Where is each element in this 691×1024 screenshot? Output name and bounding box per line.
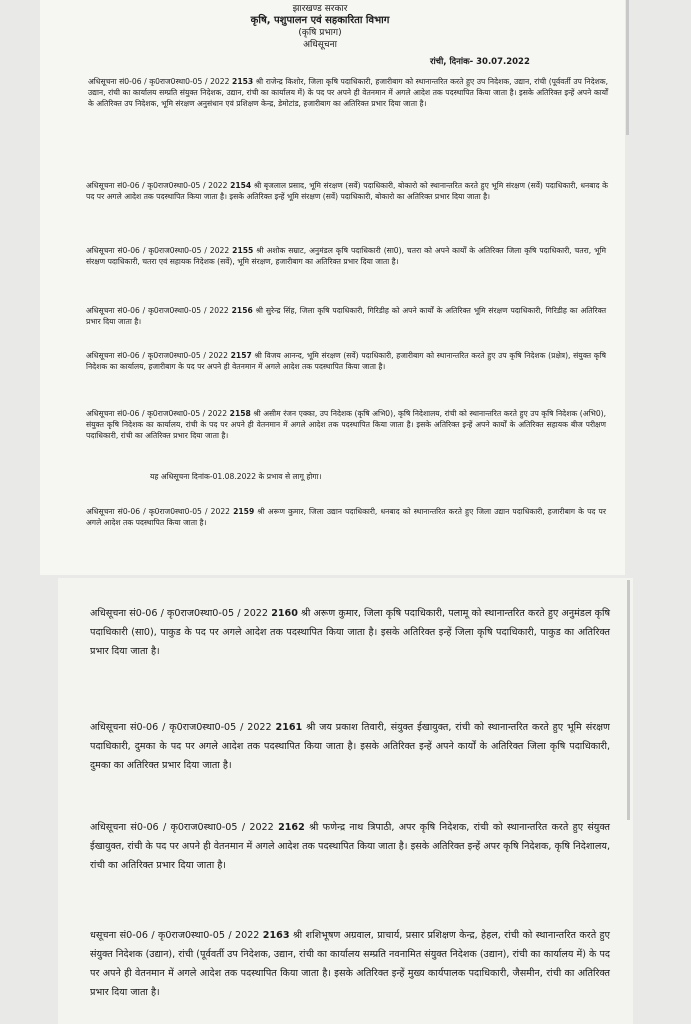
effective-date-note: यह अधिसूचना दिनांक-01.08.2022 के प्रभाव से लागू होगा। xyxy=(150,472,322,481)
notification-2157 xyxy=(86,350,606,372)
notification-prefix: अधिसूचना सं0-06 / कृ0राज0स्था0-05 / 2022 xyxy=(88,77,230,86)
notification-prefix: अधिसूचना सं0-06 / कृ0राज0स्था0-05 / 2022 xyxy=(90,722,272,733)
notification-text: श्री असीम रंजन एक्का, उप निदेशक (कृषि अभि0), कृषि निदेशालय, रांची को स्थानान्तरित करते हुए उप कृषि निदेशक (अभि0), संयुक्त कृषि निदेशक का कार्यालय, रांची के पद पर अपने ही वेतनमान में अगले आदेश तक पदस्थापित किया जाता है। इसके अतिरिक्त इन्हें अपने कार्यों के अतिरिक्त सहायक बीज परीक्षण पदाधिकारी, रांची का अतिरिक्त प्रभार दिया जाता है। xyxy=(86,409,607,441)
notification-number: 2161 xyxy=(275,722,303,733)
notification-text: श्री जय प्रकाश तिवारी, संयुक्त ईखायुक्त, रांची को स्थानान्तरित करते हुए भूमि संरक्षण पदाधिकारी, दुमका के पद पर अगले आदेश तक पदस्थापित किया जाता है। इसके अतिरिक्त इन्हें अपने कार्यों के अतिरिक्त जिला कृषि पदाधिकारी, दुमका का अतिरिक्त प्रभार दिया जाता है। xyxy=(90,722,610,771)
wing-name: (कृषि प्रभाग) xyxy=(298,28,342,38)
department-name: कृषि, पशुपालन एवं सहकारिता विभाग xyxy=(250,15,390,26)
notification-number: 2155 xyxy=(232,246,254,255)
notification-prefix: अधिसूचना सं0-06 / कृ0राज0स्था0-05 / 2022 xyxy=(86,306,229,315)
notification-2159 xyxy=(86,506,606,528)
document-title: अधिसूचना xyxy=(303,40,337,50)
notification-number: 2156 xyxy=(231,306,253,315)
notification-text: श्री विजय आनन्द, भूमि संरक्षण (सर्वे) पदाधिकारी, हजारीबाग को स्थानान्तरित करते हुए उप कृषि निदेशक (प्रक्षेत्र), संयुक्त कृषि निदेशक का कार्यालय, हजारीबाग के पद पर अपने ही वेतनमान में अगले आदेश तक पदस्थापित किया जाता है। xyxy=(86,351,606,372)
notification-number: 2154 xyxy=(230,181,252,190)
notification-number: 2163 xyxy=(262,930,290,941)
notification-text: श्री अरूण कुमार, जिला कृषि पदाधिकारी, पलामू को स्थानान्तरित करते हुए अनुमंडल कृषि पदाधिकारी (सा0), पाकुड के पद पर अगले आदेश तक पदस्थापित किया जाता है। इसके अतिरिक्त इन्हें जिला कृषि पदाधिकारी, पाकुड का अतिरिक्त प्रभार दिया जाता है। xyxy=(90,608,610,657)
notification-text: श्री फणेन्द्र नाथ त्रिपाठी, अपर कृषि निदेशक, रांची को स्थानान्तरित करते हुए संयुक्त ईखायुक्त, रांची के पद पर अपने ही वेतनमान में अगले आदेश तक पदस्थापित किया जाता है। इसके अतिरिक्त इन्हें अपर कृषि निदेशक, कृषि निदेशालय, रांची का अतिरिक्त प्रभार दिया जाता है। xyxy=(90,822,610,871)
notification-prefix: अधिसूचना सं0-06 / कृ0राज0स्था0-05 / 2022 xyxy=(86,507,230,516)
notification-2162 xyxy=(90,818,610,875)
notification-number: 2160 xyxy=(271,608,298,619)
notification-number: 2153 xyxy=(232,77,254,86)
page-edge-mark xyxy=(626,0,629,135)
notification-2155 xyxy=(86,245,606,267)
notification-text: श्री शशिभूषण अग्रवाल, प्राचार्य, प्रसार प्रशिक्षण केन्द्र, हेहल, रांची को स्थानान्तरित करते हुए संयुक्त निदेशक (उद्यान), रांची (पूर्ववर्ती उप निदेशक, उद्यान, रांची का कार्यालय सम्प्रति नवनामित संयुक्त निदेशक (उद्यान), रांची का कार्यालय में) के पद पर अपने ही वेतनमान में अगले आदेश तक पदस्थापित किया जाता है। इसके अतिरिक्त इन्हें मुख्य कार्यपालक पदाधिकारी, जैसमीन, रांची का अतिरिक्त प्रभार दिया जाता है। xyxy=(90,930,610,998)
notification-number: 2157 xyxy=(230,351,252,360)
notification-2163 xyxy=(90,926,610,1002)
notification-2161 xyxy=(90,718,610,775)
notification-2158 xyxy=(86,408,606,442)
page-edge-mark xyxy=(627,580,630,820)
document-header xyxy=(140,3,500,51)
notification-2156 xyxy=(86,305,606,327)
notification-prefix: धसूचना सं0-06 / कृ0राज0स्था0-05 / 2022 xyxy=(90,930,260,941)
notification-text: श्री राजेन्द्र किशोर, जिला कृषि पदाधिकारी, हजारीबाग को स्थानान्तरित करते हुए उप निदेशक, उद्यान, रांची (पूर्ववर्ती उप निदेशक, उद्यान, रांची का कार्यालय सम्प्रति संयुक्त निदेशक, उद्यान, रांची का कार्यालय में) के पद पर अपने ही वेतनमान में अगले आदेश तक पदस्थापित किया जाता है। इसके अतिरिक्त इन्हें अपने कार्यों के अतिरिक्त उप निदेशक, भूमि संरक्षण अनुसंधान एवं प्रशिक्षण केन्द्र, डेमोटांड, हजारीबाग का अतिरिक्त प्रभार दिया जाता है। xyxy=(88,77,609,109)
notification-text: श्री अशोक सम्राट, अनुमंडल कृषि पदाधिकारी (सा0), चतरा को अपने कार्यों के अतिरिक्त जिला कृषि पदाधिकारी, चतरा, भूमि संरक्षण पदाधिकारी, चतरा एवं सहायक निदेशक (सर्वे), भूमि संरक्षण, हजारीबाग का अतिरिक्त प्रभार दिया जाता है। xyxy=(86,246,606,267)
notification-number: 2159 xyxy=(233,507,255,516)
notification-number: 2162 xyxy=(278,822,305,833)
notification-2153 xyxy=(88,76,608,110)
notification-prefix: अधिसूचना सं0-06 / कृ0राज0स्था0-05 / 2022 xyxy=(86,246,230,255)
notification-text: श्री बृजलाल प्रसाद, भूमि संरक्षण (सर्वे) पदाधिकारी, बोकारो को स्थानान्तरित करते हुए भूमि संरक्षण (सर्वे) पदाधिकारी, धनबाद के पद पर अगले आदेश तक पदस्थापित किया जाता है। इसके अतिरिक्त इन्हें भूमि संरक्षण (सर्वे) पदाधिकारी, बोकारो का अतिरिक्त प्रभार दिया जाता है। xyxy=(86,181,608,202)
government-name: झारखण्ड सरकार xyxy=(292,4,348,14)
notification-number: 2158 xyxy=(229,409,251,418)
notification-prefix: अधिसूचना सं0-06 / कृ0राज0स्था0-05 / 2022 xyxy=(90,608,269,619)
notification-text: श्री अरूण कुमार, जिला उद्यान पदाधिकारी, धनबाद को स्थानान्तरित करते हुए जिला उद्यान पदाधिकारी, हजारीबाग के पद पर अगले आदेश तक पदस्थापित किया जाता है। xyxy=(86,507,606,528)
notification-prefix: अधिसूचना सं0-06 / कृ0राज0स्था0-05 / 2022 xyxy=(86,351,228,360)
notification-2160 xyxy=(90,604,610,661)
notification-prefix: अधिसूचना सं0-06 / कृ0राज0स्था0-05 / 2022 xyxy=(86,181,228,190)
notification-prefix: अधिसूचना सं0-06 / कृ0राज0स्था0-05 / 2022 xyxy=(86,409,228,418)
notification-text: श्री सुरेन्द्र सिंह, जिला कृषि पदाधिकारी, गिरिडीह को अपने कार्यों के अतिरिक्त भूमि संरक्षण पदाधिकारी, गिरिडीह का अतिरिक्त प्रभार दिया जाता है। xyxy=(86,306,607,327)
date-line: रांची, दिनांक- 30.07.2022 xyxy=(430,57,530,67)
notification-prefix: अधिसूचना सं0-06 / कृ0राज0स्था0-05 / 2022 xyxy=(90,822,274,833)
notification-2154 xyxy=(86,180,608,202)
